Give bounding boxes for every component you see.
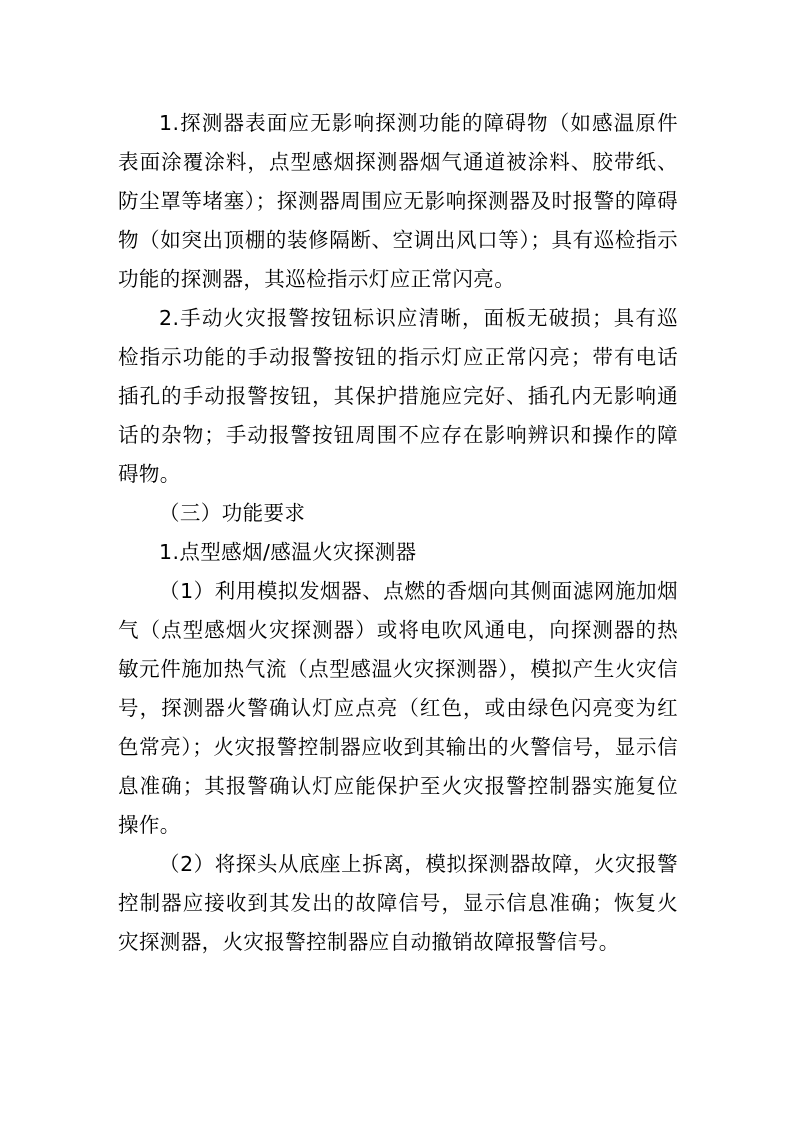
paragraph-fault-signal-test: （2）将探头从底座上拆离，模拟探测器故障，火灾报警控制器应接收到其发出的故障信号，显示信息准确；恢复火灾探测器，火灾报警控制器应自动撤销故障报警信号。 [118,852,678,954]
section-heading-functional-requirements: （三）功能要求 [159,501,306,525]
paragraph-fire-signal-test: （1）利用模拟发烟器、点燃的香烟向其侧面滤网施加烟气（点型感烟火灾探测器）或将电吹风通电，向探测器的热敏元件施加热气流（点型感温火灾探测器），模拟产生火灾信号，探测器火警确认灯应点亮（红色，或由绿色闪亮变为红色常亮）；火灾报警控制器应收到其输出的火警信号，显示信息准确；其报警确认灯应能保护至火灾报警控制器实施复位操作。 [118,579,678,837]
paragraph-detector-obstacles: 1.探测器表面应无影响探测功能的障碍物（如感温原件表面涂覆涂料，点型感烟探测器烟气通道被涂料、胶带纸、防尘罩等堵塞）；探测器周围应无影响探测器及时报警的障碍物（如突出顶棚的装修隔断、空调出风口等）；具有巡检指示功能的探测器，其巡检指示灯应正常闪亮。 [118,111,678,291]
paragraph-manual-alarm-button: 2.手动火灾报警按钮标识应清晰，面板无破损；具有巡检指示功能的手动报警按钮的指示灯应正常闪亮；带有电话插孔的手动报警按钮，其保护措施应完好、插孔内无影响通话的杂物；手动报警按钮周围不应存在影响辨识和操作的障碍物。 [118,306,678,486]
document-page [118,104,678,962]
subsection-heading-smoke-heat-detector: 1.点型感烟/感温火灾探测器 [159,540,417,564]
